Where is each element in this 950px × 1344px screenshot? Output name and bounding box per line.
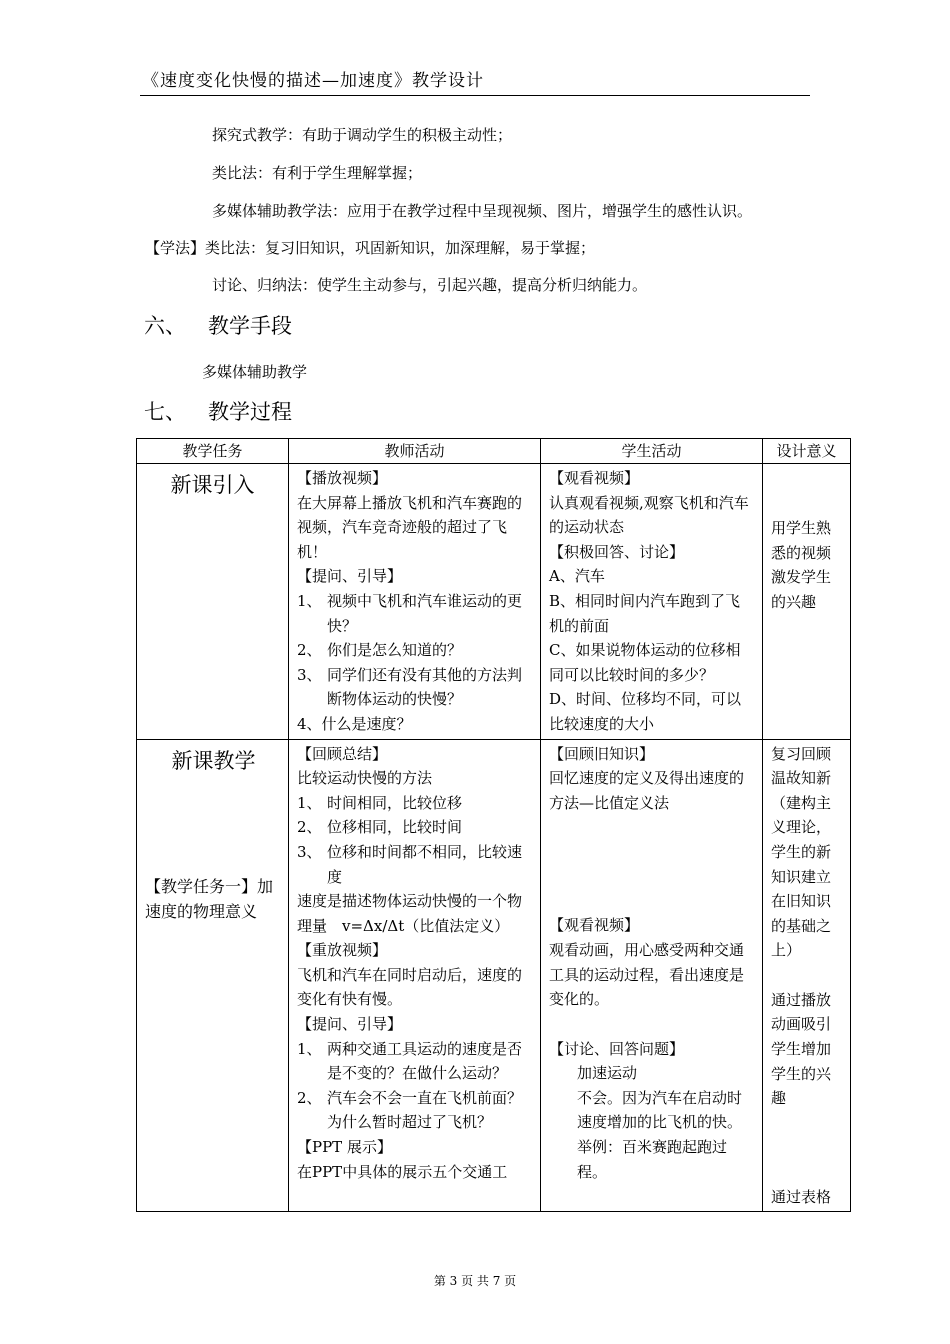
student-answer: 加速运动 [577,1064,638,1083]
list-number: 2、 [297,1088,322,1107]
list-text: 汽车会不会一直在飞机前面？为什么暂时超过了飞机？ [327,1088,523,1132]
task-name: 新课引入 [170,473,255,497]
meaning-cell [763,464,851,740]
col-header-student: 学生活动 [541,439,763,464]
col-header-task: 教学任务 [137,439,289,464]
method-line-5: 讨论、归纳法：使学生主动参与，引起兴趣，提高分析归纳能力。 [212,276,648,294]
col-header-teacher: 教师活动 [289,439,541,464]
student-heading: 【观看视频】 [549,916,640,935]
student-text: 观看动画，用心感受两种交通工具的运动过程，看出速度是变化的。 [549,940,745,1009]
teacher-heading: 【提问、引导】 [297,1015,403,1034]
study-method-text: 类比法：复习旧知识，巩固新知识，加深理解，易于掌握； [205,239,596,257]
answer-item: D、时间、位移均不同，可以比较速度的大小 [549,690,742,733]
teacher-text: 比较运动快慢的方法 [297,769,433,788]
list-text: 同学们还有没有其他的方法判断物体运动的快慢？ [327,665,523,709]
list-number: 3、 [297,665,322,684]
list-item [297,663,532,712]
teacher-text: 速度是描述物体运动快慢的一个物理量 v=Δx/Δt（比值法定义） [297,892,523,935]
list-number: 1、 [297,591,322,610]
list-text: 时间相同，比较位移 [327,793,463,812]
list-item [297,815,532,840]
task-cell [137,464,289,740]
list-item [297,589,532,638]
meaning-text: 复习回顾温故知新（建构主义理论，学生的新知识建立在旧知识的基础之上） [771,744,832,960]
student-answer: 不会。因为汽车在启动时速度增加的比飞机的快。举例：百米赛跑起跑过程。 [577,1088,743,1181]
student-heading: 【讨论、回答问题】 [549,1039,685,1058]
answer-item: A、汽车 [549,567,605,586]
task-cell [137,739,289,1212]
teacher-cell [289,739,541,1212]
answer-item: B、相同时间内汽车跑到了飞机的前面 [549,591,741,635]
student-heading: 【积极回答、讨论】 [549,542,685,561]
col-header-meaning: 设计意义 [763,439,851,464]
study-method-line [145,237,595,258]
meaning-text: 通过播放动画吸引学生增加学生的兴趣 [771,990,832,1108]
list-number: 1、 [297,793,322,812]
list-text: 位移相同，比较时间 [327,818,463,837]
answer-item: C、如果说物体运动的位移相同可以比较时间的多少？ [549,641,741,684]
table-row [137,464,851,740]
section7-heading [144,396,292,426]
table-row [137,739,851,1212]
teacher-text: 飞机和汽车在同时启动后，速度的变化有快有慢。 [297,965,523,1009]
meaning-text: 用学生熟悉的视频激发学生的兴趣 [771,519,832,611]
teacher-heading: 【提问、引导】 [297,567,403,586]
student-heading: 【观看视频】 [549,469,640,487]
section6-body: 多媒体辅助教学 [202,363,308,381]
list-item: 4、什么是速度？ [297,714,412,733]
teacher-heading: 【回顾总结】 [297,744,388,763]
section7-number: 七、 [144,400,186,424]
list-item [297,638,532,663]
header-rule [140,95,810,96]
header-title: 《速度变化快慢的描述—加速度》教学设计 [142,71,484,91]
section7-title: 教学过程 [208,400,292,424]
study-method-tag: 【学法】 [145,239,206,257]
student-text: 回忆速度的定义及得出速度的方法—比值定义法 [549,769,745,812]
list-number: 3、 [297,842,322,861]
list-number: 2、 [297,818,322,837]
teacher-heading: 【播放视频】 [297,469,388,487]
list-text: 你们是怎么知道的？ [327,641,463,660]
teacher-heading: 【重放视频】 [297,941,388,960]
list-text: 位移和时间都不相同，比较速度 [327,842,523,886]
student-heading: 【回顾旧知识】 [549,744,655,763]
section6-number: 六、 [144,314,186,338]
teacher-text: 在大屏幕上播放飞机和汽车赛跑的视频，汽车竞奇迹般的超过了飞机！ [297,493,523,561]
method-line-2: 类比法：有利于学生理解掌握； [212,164,423,182]
list-number: 2、 [297,641,322,660]
list-item [297,1037,532,1086]
teacher-cell [289,464,541,740]
task-name: 新课教学 [171,748,256,773]
task-subtitle: 【教学任务一】加速度的物理意义 [145,876,274,921]
student-cell [541,464,763,740]
method-line-3: 多媒体辅助教学法：应用于在教学过程中呈现视频、图片，增强学生的感性认识。 [212,202,753,220]
meaning-text: 通过表格 [771,1187,832,1206]
student-text: 认真观看视频,观察飞机和汽车的运动状态 [549,493,749,537]
list-text: 两种交通工具运动的速度是否是不变的？在做什么运动？ [327,1039,523,1083]
list-number: 1、 [297,1039,322,1058]
meaning-cell [763,739,851,1212]
teaching-process-table [136,438,851,1212]
method-line-1: 探究式教学：有助于调动学生的积极主动性； [212,126,513,144]
section6-heading [144,310,292,340]
list-item [297,840,532,889]
teacher-text: 在PPT中具体的展示五个交通工 [297,1162,508,1181]
teacher-heading: 【PPT 展示】 [297,1138,392,1157]
student-cell [541,739,763,1212]
section6-title: 教学手段 [208,314,292,338]
list-item [297,1086,532,1135]
table-header-row [137,439,851,464]
list-item [297,791,532,816]
list-text: 视频中飞机和汽车谁运动的更快？ [327,591,523,635]
page-footer: 第 3 页 共 7 页 [433,1274,517,1288]
